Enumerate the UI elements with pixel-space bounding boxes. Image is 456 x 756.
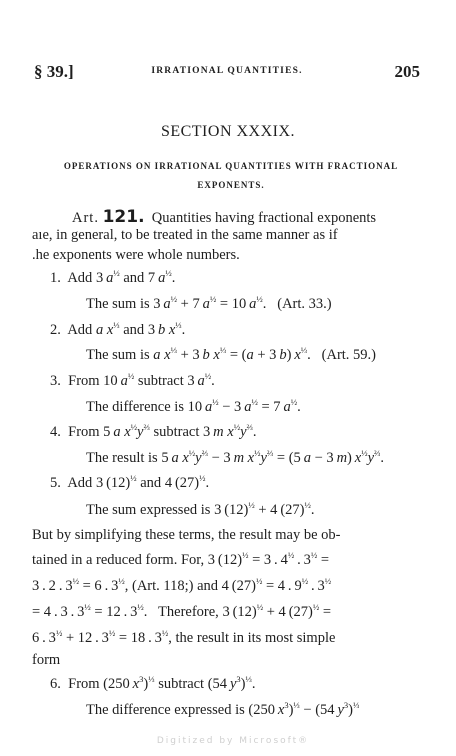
- example-number: 5.: [50, 475, 61, 491]
- section-reference: § 39.]: [34, 62, 74, 81]
- result-lead: The sum expressed is: [86, 502, 211, 518]
- example-number: 3.: [50, 373, 61, 389]
- article-number: 121.: [102, 207, 145, 227]
- example-number: 6.: [50, 676, 61, 692]
- example-connector: and: [123, 322, 145, 338]
- article-reference: (Art. 33.): [277, 296, 332, 312]
- example-number: 2.: [50, 322, 61, 338]
- article-reference: (Art. 59.): [321, 347, 377, 363]
- digitization-watermark: Digitized by Microsoft®: [156, 736, 310, 746]
- article-text: Quantities having fractional exponents: [151, 210, 377, 226]
- article-heading-line: [72, 207, 376, 227]
- example-connector: and: [123, 270, 145, 286]
- result-lead: The difference is: [86, 399, 184, 415]
- example-text: From: [68, 424, 100, 440]
- running-title: IRRATIONAL QUANTITIES.: [151, 66, 303, 76]
- paragraph-line: 3 . 2 . $3^{\frac{1}{2}} = 6$ . $3^{\frac{1}{2}}$, (Art. 118;) and 4 $(27)^{\frac{1}{2}} = 4$ . $9^{\frac{1}{2}}$ . $3^{\frac{1}{2}}$: [32, 576, 332, 594]
- article-label: Art.: [72, 210, 99, 226]
- paragraph-line: = 4 . 3 . $3^{\frac{1}{2}} = 12$ . $3^{\frac{1}{2}}$. Therefore, 3 $(12)^{\frac{1}{2}} + 4$ $(27)^{\frac{1}{2}}$ =: [32, 602, 332, 620]
- article-reference: (Art. 118;) and: [131, 578, 219, 594]
- section-title: SECTION XXXIX.: [160, 123, 296, 140]
- example-4-result: The result is 5 a $x^{\frac{1}{2}}y^{\frac{2}{3}} - 3$ m $x^{\frac{1}{2}}y^{\frac{2}{3}} = (5$ a − 3 m) $x^{\frac{1}{2}}y^{\frac{2}{3}}$.: [86, 448, 385, 466]
- example-3-result: The difference is 10 $a^{\frac{1}{2}} - 3$ $a^{\frac{1}{2}} = 7$ $a^{\frac{1}{2}}$.: [86, 397, 301, 415]
- example-4: 4. From 5 a $x^{\frac{1}{2}}y^{\frac{2}{3}}$ subtract 3 m $x^{\frac{1}{2}}y^{\frac{2}{3}}$.: [50, 422, 257, 440]
- paragraph-text: Therefore,: [158, 604, 219, 620]
- subtitle-line: EXPONENTS.: [197, 180, 265, 190]
- result-lead: The difference expressed is: [86, 702, 245, 718]
- example-1: 1. Add 3 $a^{\frac{1}{2}}$ and 7 $a^{\frac{1}{2}}$.: [50, 268, 176, 286]
- paragraph-text: the result in its most simple: [175, 630, 336, 646]
- page-number: 205: [394, 62, 420, 81]
- example-connector: and: [140, 475, 162, 491]
- example-text: Add: [67, 270, 93, 286]
- example-number: 4.: [50, 424, 61, 440]
- section-subtitle: [46, 157, 416, 195]
- article-text: aıe, in general, to be treated in the same manner as if: [32, 227, 338, 243]
- example-6: 6. From (250 $x^3)^{\frac{1}{3}}$ subtract (54 $y^3)^{\frac{1}{3}}$.: [50, 674, 256, 692]
- result-lead: The result is: [86, 450, 158, 466]
- example-text: From: [68, 373, 100, 389]
- paragraph-line: 6 . $3^{\frac{1}{2}} + 12$ . $3^{\frac{1}{2}} = 18$ . $3^{\frac{1}{2}}$, the result in its most simple: [32, 628, 336, 646]
- example-text: Add: [67, 322, 93, 338]
- running-header: [34, 62, 420, 82]
- subtitle-line: OPERATIONS ON IRRATIONAL QUANTITIES WITH FRACTIONAL: [63, 161, 399, 171]
- example-2: 2. Add a $x^{\frac{1}{3}}$ and 3 b $x^{\frac{1}{3}}$.: [50, 320, 186, 338]
- example-6-result: The difference expressed is (250 $x^3)^{\frac{1}{3}} - (54$ $y^3)^{\frac{1}{3}}$: [86, 700, 360, 718]
- example-number: 1.: [50, 270, 61, 286]
- article-text: .he exponents were whole numbers.: [32, 247, 240, 263]
- example-5: 5. Add 3 $(12)^{\frac{1}{2}}$ and 4 $(27)^{\frac{1}{2}}$.: [50, 473, 210, 491]
- example-3: 3. From 10 $a^{\frac{1}{2}}$ subtract 3 $a^{\frac{1}{2}}$.: [50, 371, 215, 389]
- paragraph-line: But by simplifying these terms, the result may be ob-: [32, 527, 341, 543]
- example-2-result: The sum is a $x^{\frac{1}{3}} + 3$ b $x^{\frac{1}{3}} = (a + 3$ b) $x^{\frac{1}{3}}$. (Art. 59.): [86, 345, 377, 363]
- example-1-result: The sum is 3 $a^{\frac{1}{2}} + 7$ $a^{\frac{1}{2}} = 10$ $a^{\frac{1}{2}}$. (Art. 33.): [86, 294, 332, 312]
- result-lead: The sum is: [86, 296, 150, 312]
- example-connector: subtract: [153, 424, 200, 440]
- example-5-result: The sum expressed is 3 $(12)^{\frac{1}{2}} + 4$ $(27)^{\frac{1}{2}}$.: [86, 500, 315, 518]
- paragraph-line: tained in a reduced form. For, 3 $(12)^{\frac{1}{2}} = 3$ . $4^{\frac{1}{2}}$ . $3^{\frac{1}{2}}$ =: [32, 550, 330, 568]
- result-lead: The sum is: [86, 347, 150, 363]
- example-text: Add: [67, 475, 93, 491]
- paragraph-text: tained in a reduced form. For,: [32, 552, 205, 568]
- example-connector: subtract: [158, 676, 205, 692]
- example-text: From: [68, 676, 100, 692]
- paragraph-line: form: [32, 652, 61, 668]
- example-connector: subtract: [137, 373, 184, 389]
